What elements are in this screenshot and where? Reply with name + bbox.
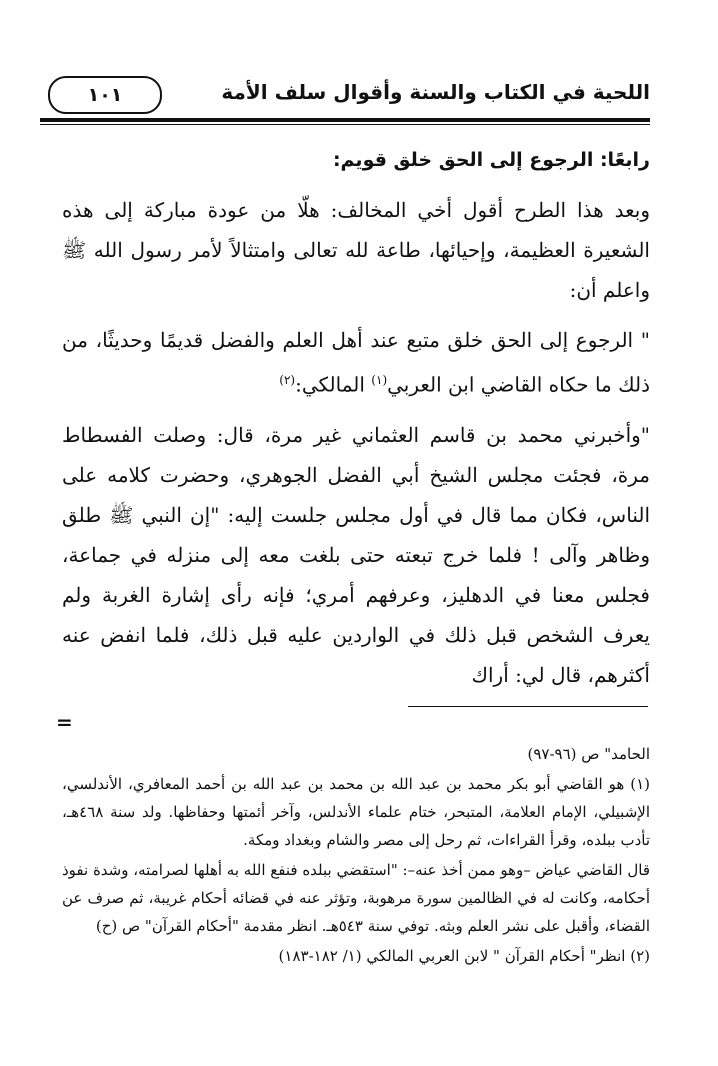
main-text <box>62 140 650 705</box>
header-rule-thin <box>40 124 650 125</box>
page-number: ١٠١ <box>48 76 162 114</box>
footnote-ref-1[interactable]: (١) <box>371 373 388 387</box>
section-heading: رابعًا: الرجوع إلى الحق خلق قويم: <box>332 149 650 171</box>
paragraph-1: وبعد هذا الطرح أقول أخي المخالف: هلّا من عودة مباركة إلى هذه الشعيرة العظيمة، وإحيائها، طاعة لله تعالى وامتثالاً لأمر رسول الله ﷺ واعلم أن: <box>62 198 650 302</box>
running-title: اللحية في الكتاب والسنة وأقوال سلف الأمة <box>221 80 650 104</box>
header-rule-thick <box>40 118 650 122</box>
footnote-1: (١) هو القاضي أبو بكر محمد بن عبد الله بن محمد بن عبد الله بن أحمد المعافري، الأندلسي، الإشبيلي، الإمام العلامة، المتبحر، ختام علماء الأندلس، وآخر أئمتها وحفاظها. ولد سنة ٤٦٨هـ، تأدب ببلده، وقرأ القراءات، ثم رحل إلى مصر والشام وبغداد ومكة. <box>62 775 650 849</box>
page-header <box>40 72 650 118</box>
footnotes <box>62 740 650 972</box>
paragraph-2-continued: المالكي: <box>295 372 372 397</box>
paragraph-2 <box>62 320 650 405</box>
footnote-separator <box>408 706 648 707</box>
footnote-2: (٢) انظر" أحكام القرآن " لابن العربي المالكي (١/ ١٨٢-١٨٣) <box>278 947 650 965</box>
footnote-1-continued: قال القاضي عياض –وهو ممن أخذ عنه–: "استقضي ببلده فنفع الله به أهلها لصرامته، وشدة نفوذ أحكامه، وكانت له في الظالمين سورة مرهوبة، وتؤثر عنه في قضائه أحكام غريبة، ثم صرف عن القضاء، وأقبل على نشر العلم وبثه. توفي سنة ٥٤٣هـ. انظر مقدمة "أحكام القرآن" ص (ح) <box>61 861 650 935</box>
footnote-continued: الحامد" ص (٩٦-٩٧) <box>527 745 650 763</box>
paragraph-2-text: " الرجوع إلى الحق خلق متبع عند أهل العلم والفضل قديمًا وحديثًا، من ذلك ما حكاه القاضي ابن العربي <box>62 328 650 397</box>
paragraph-3: "وأخبرني محمد بن قاسم العثماني غير مرة، قال: وصلت الفسطاط مرة، فجئت مجلس الشيخ أبي الفضل الجوهري، وحضرت كلامه على الناس، فكان مما قال في أول مجلس جلست إليه: "إن النبي ﷺ طلق وظاهر وآلى ! فلما خرج تبعته حتى بلغت معه إلى منزله في جماعة، فجلس معنا في الدهليز، وعرفهم أمري؛ فإنه رأى إشارة الغربة ولم يعرف الشخص قبل ذلك في الواردين عليه قبل ذلك، فلما انفض عنه أكثرهم، قال لي: أراك <box>62 422 650 687</box>
continuation-mark: = <box>56 710 73 734</box>
footnote-ref-2[interactable]: (٢) <box>279 373 296 387</box>
